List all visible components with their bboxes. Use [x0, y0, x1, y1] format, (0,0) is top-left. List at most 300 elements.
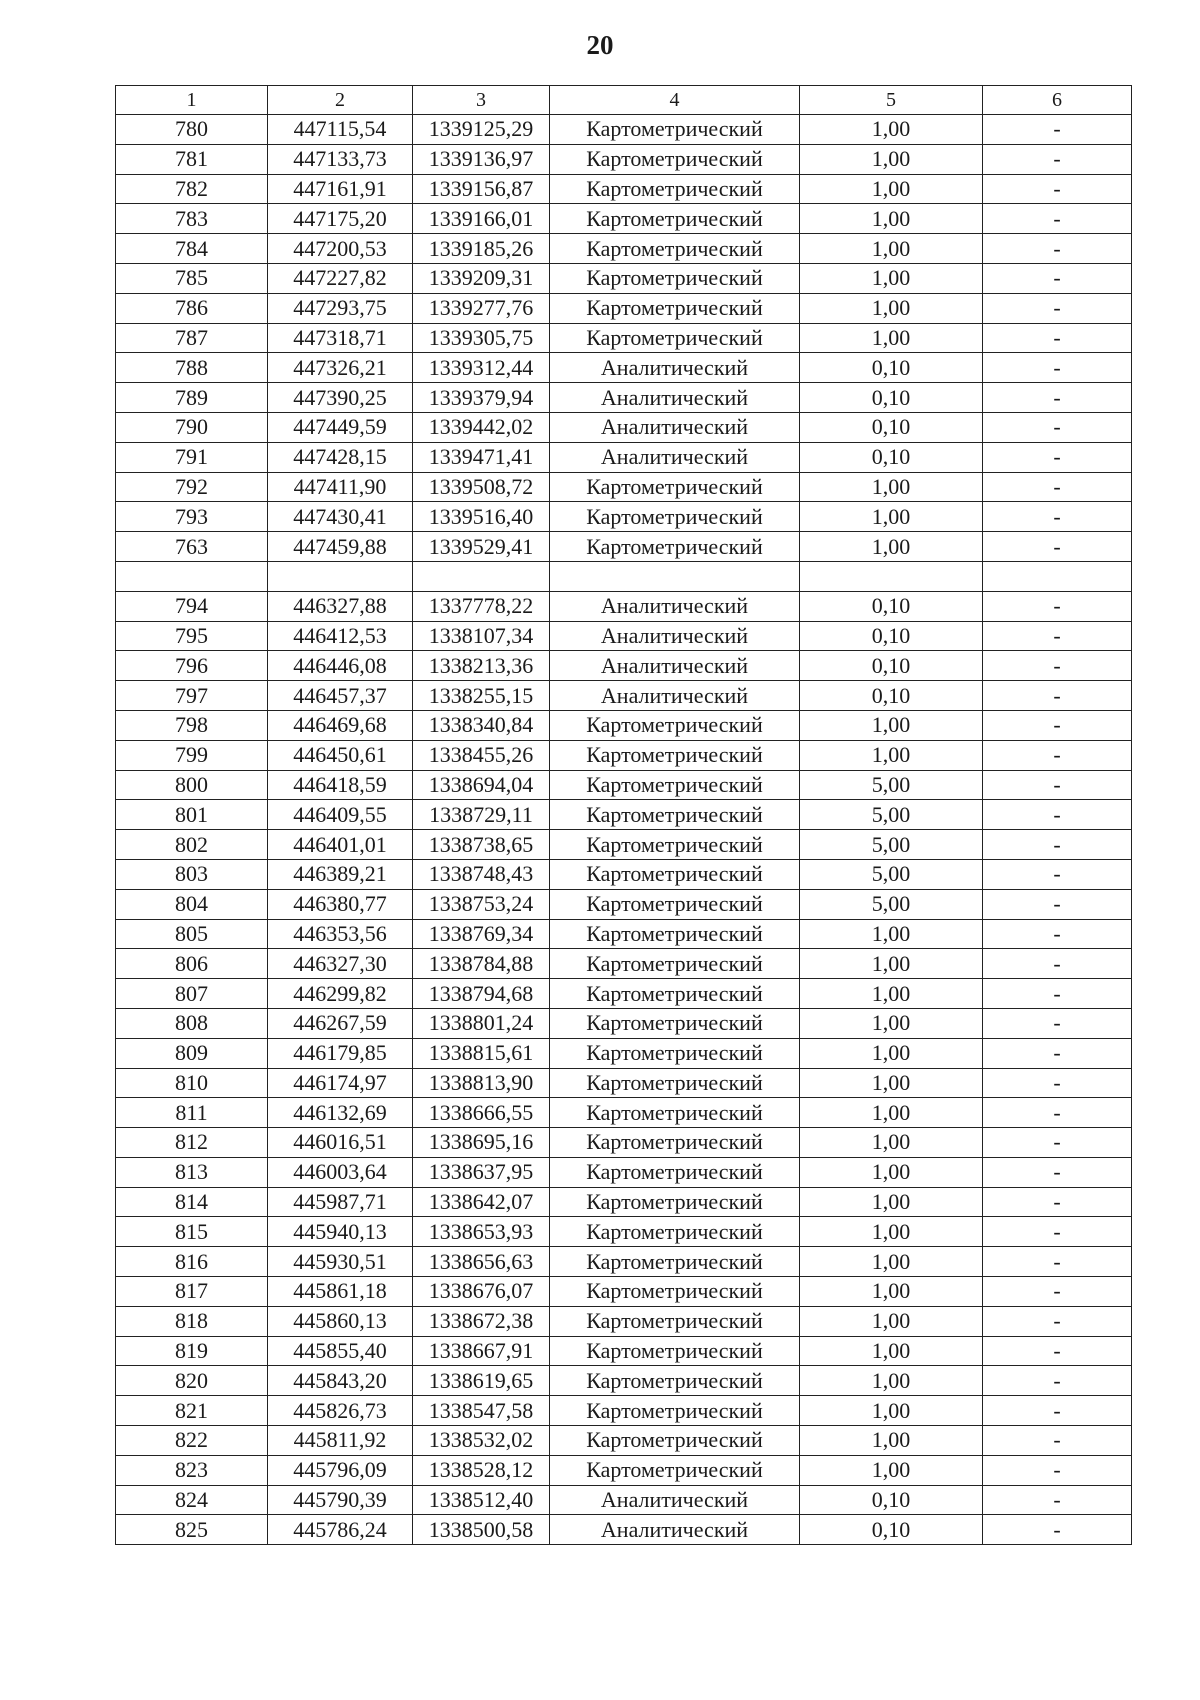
accuracy-cell: 0,10	[800, 1485, 983, 1515]
x-coordinate-cell: 447390,25	[268, 383, 413, 413]
method-cell: Картометрический	[550, 1336, 800, 1366]
accuracy-cell: 1,00	[800, 740, 983, 770]
note-cell: -	[983, 1366, 1132, 1396]
x-coordinate-cell: 445826,73	[268, 1396, 413, 1426]
table-row	[116, 323, 1132, 353]
method-cell: Картометрический	[550, 1038, 800, 1068]
method-cell: Картометрический	[550, 859, 800, 889]
y-coordinate-cell: 1339277,76	[413, 293, 550, 323]
y-coordinate-cell: 1338532,02	[413, 1426, 550, 1456]
method-cell: Аналитический	[550, 681, 800, 711]
x-coordinate-cell: 446409,55	[268, 800, 413, 830]
accuracy-cell: 5,00	[800, 800, 983, 830]
y-coordinate-cell: 1338794,68	[413, 979, 550, 1009]
note-cell: -	[983, 323, 1132, 353]
note-cell: -	[983, 144, 1132, 174]
table-row	[116, 263, 1132, 293]
point-number-cell: 798	[116, 710, 268, 740]
x-coordinate-cell: 447133,73	[268, 144, 413, 174]
point-number-cell: 812	[116, 1128, 268, 1158]
method-cell: Картометрический	[550, 830, 800, 860]
accuracy-cell: 1,00	[800, 204, 983, 234]
method-cell: Картометрический	[550, 144, 800, 174]
point-number-cell: 763	[116, 532, 268, 562]
point-number-cell: 820	[116, 1366, 268, 1396]
note-cell: -	[983, 502, 1132, 532]
y-coordinate-cell: 1339516,40	[413, 502, 550, 532]
x-coordinate-cell: 447411,90	[268, 472, 413, 502]
method-cell: Картометрический	[550, 1396, 800, 1426]
table-row	[116, 1128, 1132, 1158]
point-number-cell: 786	[116, 293, 268, 323]
x-coordinate-cell: 446418,59	[268, 770, 413, 800]
method-cell: Картометрический	[550, 979, 800, 1009]
note-cell: -	[983, 263, 1132, 293]
note-cell: -	[983, 234, 1132, 264]
note-cell: -	[983, 740, 1132, 770]
point-number-cell: 824	[116, 1485, 268, 1515]
note-cell: -	[983, 1098, 1132, 1128]
y-coordinate-cell: 1339442,02	[413, 412, 550, 442]
x-coordinate-cell: 445940,13	[268, 1217, 413, 1247]
method-cell: Картометрический	[550, 889, 800, 919]
table-row	[116, 1515, 1132, 1545]
point-number-cell: 816	[116, 1247, 268, 1277]
note-cell: -	[983, 1455, 1132, 1485]
y-coordinate-cell: 1338813,90	[413, 1068, 550, 1098]
point-number-cell: 787	[116, 323, 268, 353]
note-cell: -	[983, 1217, 1132, 1247]
table-row	[116, 472, 1132, 502]
coordinates-table	[115, 85, 1132, 1545]
point-number-cell: 821	[116, 1396, 268, 1426]
y-coordinate-cell: 1339156,87	[413, 174, 550, 204]
note-cell: -	[983, 293, 1132, 323]
accuracy-cell: 1,00	[800, 1187, 983, 1217]
method-cell: Картометрический	[550, 919, 800, 949]
note-cell: -	[983, 1277, 1132, 1307]
note-cell: -	[983, 800, 1132, 830]
accuracy-cell: 1,00	[800, 1217, 983, 1247]
table-row	[116, 1485, 1132, 1515]
y-coordinate-cell: 1338784,88	[413, 949, 550, 979]
table-row	[116, 412, 1132, 442]
y-coordinate-cell: 1338694,04	[413, 770, 550, 800]
y-coordinate-cell: 1338528,12	[413, 1455, 550, 1485]
table-row	[116, 621, 1132, 651]
x-coordinate-cell: 447428,15	[268, 442, 413, 472]
y-coordinate-cell: 1339166,01	[413, 204, 550, 234]
y-coordinate-cell: 1338619,65	[413, 1366, 550, 1396]
accuracy-cell: 1,00	[800, 1128, 983, 1158]
point-number-cell: 780	[116, 115, 268, 145]
accuracy-cell: 1,00	[800, 1247, 983, 1277]
accuracy-cell: 0,10	[800, 681, 983, 711]
note-cell: -	[983, 979, 1132, 1009]
table-row	[116, 115, 1132, 145]
table-row	[116, 949, 1132, 979]
accuracy-cell: 1,00	[800, 1008, 983, 1038]
table-row	[116, 651, 1132, 681]
accuracy-cell: 0,10	[800, 353, 983, 383]
accuracy-cell: 1,00	[800, 979, 983, 1009]
y-coordinate-cell	[413, 561, 550, 591]
x-coordinate-cell: 446179,85	[268, 1038, 413, 1068]
point-number-cell: 785	[116, 263, 268, 293]
y-coordinate-cell: 1338653,93	[413, 1217, 550, 1247]
note-cell	[983, 561, 1132, 591]
x-coordinate-cell: 446327,30	[268, 949, 413, 979]
table-row	[116, 830, 1132, 860]
note-cell: -	[983, 770, 1132, 800]
accuracy-cell: 1,00	[800, 502, 983, 532]
note-cell: -	[983, 859, 1132, 889]
table-row	[116, 353, 1132, 383]
table-row	[116, 1426, 1132, 1456]
x-coordinate-cell: 446353,56	[268, 919, 413, 949]
x-coordinate-cell: 445861,18	[268, 1277, 413, 1307]
note-cell: -	[983, 115, 1132, 145]
point-number-cell: 804	[116, 889, 268, 919]
table-row	[116, 293, 1132, 323]
note-cell: -	[983, 710, 1132, 740]
point-number-cell: 807	[116, 979, 268, 1009]
column-header: 6	[983, 86, 1132, 115]
accuracy-cell: 0,10	[800, 621, 983, 651]
x-coordinate-cell: 446016,51	[268, 1128, 413, 1158]
note-cell: -	[983, 532, 1132, 562]
x-coordinate-cell: 445987,71	[268, 1187, 413, 1217]
x-coordinate-cell: 445930,51	[268, 1247, 413, 1277]
y-coordinate-cell: 1338656,63	[413, 1247, 550, 1277]
accuracy-cell: 1,00	[800, 323, 983, 353]
note-cell: -	[983, 1515, 1132, 1545]
note-cell: -	[983, 949, 1132, 979]
accuracy-cell: 1,00	[800, 1098, 983, 1128]
point-number-cell: 818	[116, 1306, 268, 1336]
point-number-cell: 810	[116, 1068, 268, 1098]
x-coordinate-cell: 445843,20	[268, 1366, 413, 1396]
note-cell: -	[983, 1396, 1132, 1426]
x-coordinate-cell: 446457,37	[268, 681, 413, 711]
note-cell: -	[983, 1306, 1132, 1336]
x-coordinate-cell: 446174,97	[268, 1068, 413, 1098]
column-header: 4	[550, 86, 800, 115]
point-number-cell: 806	[116, 949, 268, 979]
note-cell: -	[983, 383, 1132, 413]
table-row	[116, 144, 1132, 174]
x-coordinate-cell: 447449,59	[268, 412, 413, 442]
table-row	[116, 383, 1132, 413]
accuracy-cell: 1,00	[800, 1068, 983, 1098]
y-coordinate-cell: 1339529,41	[413, 532, 550, 562]
note-cell: -	[983, 1336, 1132, 1366]
note-cell: -	[983, 1008, 1132, 1038]
table-row	[116, 1396, 1132, 1426]
accuracy-cell: 1,00	[800, 115, 983, 145]
table-row	[116, 234, 1132, 264]
table-row	[116, 1008, 1132, 1038]
y-coordinate-cell: 1338676,07	[413, 1277, 550, 1307]
x-coordinate-cell: 447161,91	[268, 174, 413, 204]
accuracy-cell: 0,10	[800, 383, 983, 413]
y-coordinate-cell: 1339136,97	[413, 144, 550, 174]
x-coordinate-cell: 446003,64	[268, 1157, 413, 1187]
note-cell: -	[983, 1187, 1132, 1217]
y-coordinate-cell: 1339185,26	[413, 234, 550, 264]
method-cell: Картометрический	[550, 502, 800, 532]
note-cell: -	[983, 353, 1132, 383]
method-cell: Картометрический	[550, 740, 800, 770]
accuracy-cell: 1,00	[800, 1366, 983, 1396]
point-number-cell: 805	[116, 919, 268, 949]
page-number: 20	[586, 30, 614, 60]
accuracy-cell: 1,00	[800, 472, 983, 502]
table-row	[116, 770, 1132, 800]
x-coordinate-cell: 447326,21	[268, 353, 413, 383]
x-coordinate-cell: 446327,88	[268, 591, 413, 621]
x-coordinate-cell: 446267,59	[268, 1008, 413, 1038]
table-row	[116, 561, 1132, 591]
point-number-cell: 781	[116, 144, 268, 174]
x-coordinate-cell: 447293,75	[268, 293, 413, 323]
accuracy-cell: 1,00	[800, 144, 983, 174]
note-cell: -	[983, 1485, 1132, 1515]
note-cell: -	[983, 442, 1132, 472]
method-cell: Картометрический	[550, 323, 800, 353]
column-header: 1	[116, 86, 268, 115]
y-coordinate-cell: 1339312,44	[413, 353, 550, 383]
method-cell: Картометрический	[550, 1426, 800, 1456]
table-row	[116, 681, 1132, 711]
x-coordinate-cell: 447175,20	[268, 204, 413, 234]
point-number-cell: 783	[116, 204, 268, 234]
x-coordinate-cell: 446380,77	[268, 889, 413, 919]
y-coordinate-cell: 1338748,43	[413, 859, 550, 889]
x-coordinate-cell: 447200,53	[268, 234, 413, 264]
table-row	[116, 204, 1132, 234]
point-number-cell: 817	[116, 1277, 268, 1307]
accuracy-cell: 0,10	[800, 1515, 983, 1545]
y-coordinate-cell: 1337778,22	[413, 591, 550, 621]
table-header-row	[116, 86, 1132, 115]
y-coordinate-cell: 1339209,31	[413, 263, 550, 293]
point-number-cell: 789	[116, 383, 268, 413]
accuracy-cell	[800, 561, 983, 591]
note-cell: -	[983, 174, 1132, 204]
y-coordinate-cell: 1338815,61	[413, 1038, 550, 1068]
x-coordinate-cell: 447459,88	[268, 532, 413, 562]
y-coordinate-cell: 1338667,91	[413, 1336, 550, 1366]
y-coordinate-cell: 1338695,16	[413, 1128, 550, 1158]
y-coordinate-cell: 1338512,40	[413, 1485, 550, 1515]
table-row	[116, 1157, 1132, 1187]
method-cell: Картометрический	[550, 1008, 800, 1038]
y-coordinate-cell: 1338107,34	[413, 621, 550, 651]
point-number-cell: 815	[116, 1217, 268, 1247]
point-number-cell: 801	[116, 800, 268, 830]
accuracy-cell: 0,10	[800, 412, 983, 442]
x-coordinate-cell: 446446,08	[268, 651, 413, 681]
method-cell: Картометрический	[550, 1187, 800, 1217]
point-number-cell: 802	[116, 830, 268, 860]
accuracy-cell: 1,00	[800, 1426, 983, 1456]
y-coordinate-cell: 1338801,24	[413, 1008, 550, 1038]
method-cell: Картометрический	[550, 174, 800, 204]
x-coordinate-cell: 447227,82	[268, 263, 413, 293]
point-number-cell: 795	[116, 621, 268, 651]
accuracy-cell: 1,00	[800, 1306, 983, 1336]
accuracy-cell: 0,10	[800, 442, 983, 472]
point-number-cell: 822	[116, 1426, 268, 1456]
column-header: 5	[800, 86, 983, 115]
method-cell: Картометрический	[550, 263, 800, 293]
method-cell: Картометрический	[550, 1217, 800, 1247]
point-number-cell: 800	[116, 770, 268, 800]
x-coordinate-cell: 446401,01	[268, 830, 413, 860]
method-cell: Картометрический	[550, 1455, 800, 1485]
note-cell: -	[983, 621, 1132, 651]
accuracy-cell: 5,00	[800, 830, 983, 860]
accuracy-cell: 1,00	[800, 1157, 983, 1187]
note-cell: -	[983, 1068, 1132, 1098]
table-row	[116, 979, 1132, 1009]
note-cell: -	[983, 830, 1132, 860]
point-number-cell: 797	[116, 681, 268, 711]
x-coordinate-cell: 446469,68	[268, 710, 413, 740]
method-cell: Картометрический	[550, 770, 800, 800]
x-coordinate-cell: 445790,39	[268, 1485, 413, 1515]
y-coordinate-cell: 1338666,55	[413, 1098, 550, 1128]
y-coordinate-cell: 1339471,41	[413, 442, 550, 472]
y-coordinate-cell: 1338547,58	[413, 1396, 550, 1426]
method-cell: Аналитический	[550, 383, 800, 413]
y-coordinate-cell: 1338340,84	[413, 710, 550, 740]
table-row	[116, 859, 1132, 889]
column-header: 3	[413, 86, 550, 115]
note-cell: -	[983, 1038, 1132, 1068]
point-number-cell: 788	[116, 353, 268, 383]
method-cell: Картометрический	[550, 204, 800, 234]
table-row	[116, 591, 1132, 621]
y-coordinate-cell: 1338753,24	[413, 889, 550, 919]
accuracy-cell: 1,00	[800, 1277, 983, 1307]
note-cell: -	[983, 1426, 1132, 1456]
y-coordinate-cell: 1339379,94	[413, 383, 550, 413]
table-row	[116, 442, 1132, 472]
point-number-cell: 809	[116, 1038, 268, 1068]
note-cell: -	[983, 919, 1132, 949]
accuracy-cell: 1,00	[800, 1336, 983, 1366]
point-number-cell: 811	[116, 1098, 268, 1128]
y-coordinate-cell: 1338455,26	[413, 740, 550, 770]
accuracy-cell: 1,00	[800, 949, 983, 979]
table-row	[116, 1455, 1132, 1485]
point-number-cell: 823	[116, 1455, 268, 1485]
accuracy-cell: 1,00	[800, 293, 983, 323]
method-cell: Картометрический	[550, 949, 800, 979]
accuracy-cell: 1,00	[800, 1038, 983, 1068]
y-coordinate-cell: 1338213,36	[413, 651, 550, 681]
note-cell: -	[983, 681, 1132, 711]
table-row	[116, 710, 1132, 740]
x-coordinate-cell: 446450,61	[268, 740, 413, 770]
table-row	[116, 1068, 1132, 1098]
method-cell: Картометрический	[550, 1068, 800, 1098]
x-coordinate-cell: 445855,40	[268, 1336, 413, 1366]
note-cell: -	[983, 1247, 1132, 1277]
table-row	[116, 1277, 1132, 1307]
x-coordinate-cell: 446132,69	[268, 1098, 413, 1128]
method-cell: Картометрический	[550, 472, 800, 502]
method-cell: Аналитический	[550, 353, 800, 383]
table-row	[116, 1247, 1132, 1277]
y-coordinate-cell: 1339508,72	[413, 472, 550, 502]
table-row	[116, 889, 1132, 919]
point-number-cell: 814	[116, 1187, 268, 1217]
note-cell: -	[983, 651, 1132, 681]
accuracy-cell: 0,10	[800, 651, 983, 681]
point-number-cell: 792	[116, 472, 268, 502]
method-cell: Картометрический	[550, 800, 800, 830]
y-coordinate-cell: 1338738,65	[413, 830, 550, 860]
accuracy-cell: 1,00	[800, 919, 983, 949]
point-number-cell: 784	[116, 234, 268, 264]
method-cell: Картометрический	[550, 1128, 800, 1158]
method-cell: Аналитический	[550, 442, 800, 472]
point-number-cell: 794	[116, 591, 268, 621]
table-row	[116, 174, 1132, 204]
table-row	[116, 1306, 1132, 1336]
point-number-cell	[116, 561, 268, 591]
note-cell: -	[983, 204, 1132, 234]
x-coordinate-cell: 446389,21	[268, 859, 413, 889]
table-row	[116, 1038, 1132, 1068]
table-row	[116, 532, 1132, 562]
x-coordinate-cell: 445860,13	[268, 1306, 413, 1336]
note-cell: -	[983, 412, 1132, 442]
table-row	[116, 800, 1132, 830]
point-number-cell: 825	[116, 1515, 268, 1545]
y-coordinate-cell: 1338729,11	[413, 800, 550, 830]
method-cell: Картометрический	[550, 1277, 800, 1307]
accuracy-cell: 0,10	[800, 591, 983, 621]
x-coordinate-cell: 445796,09	[268, 1455, 413, 1485]
note-cell: -	[983, 1157, 1132, 1187]
method-cell: Аналитический	[550, 651, 800, 681]
x-coordinate-cell: 446299,82	[268, 979, 413, 1009]
x-coordinate-cell: 445786,24	[268, 1515, 413, 1545]
y-coordinate-cell: 1338500,58	[413, 1515, 550, 1545]
method-cell: Аналитический	[550, 591, 800, 621]
note-cell: -	[983, 1128, 1132, 1158]
method-cell	[550, 561, 800, 591]
accuracy-cell: 1,00	[800, 532, 983, 562]
table-row	[116, 1366, 1132, 1396]
table-row	[116, 1187, 1132, 1217]
table-row	[116, 1217, 1132, 1247]
method-cell: Картометрический	[550, 1247, 800, 1277]
point-number-cell: 803	[116, 859, 268, 889]
x-coordinate-cell	[268, 561, 413, 591]
x-coordinate-cell: 447430,41	[268, 502, 413, 532]
table-row	[116, 1098, 1132, 1128]
note-cell: -	[983, 591, 1132, 621]
x-coordinate-cell: 447318,71	[268, 323, 413, 353]
accuracy-cell: 1,00	[800, 234, 983, 264]
accuracy-cell: 1,00	[800, 263, 983, 293]
x-coordinate-cell: 446412,53	[268, 621, 413, 651]
